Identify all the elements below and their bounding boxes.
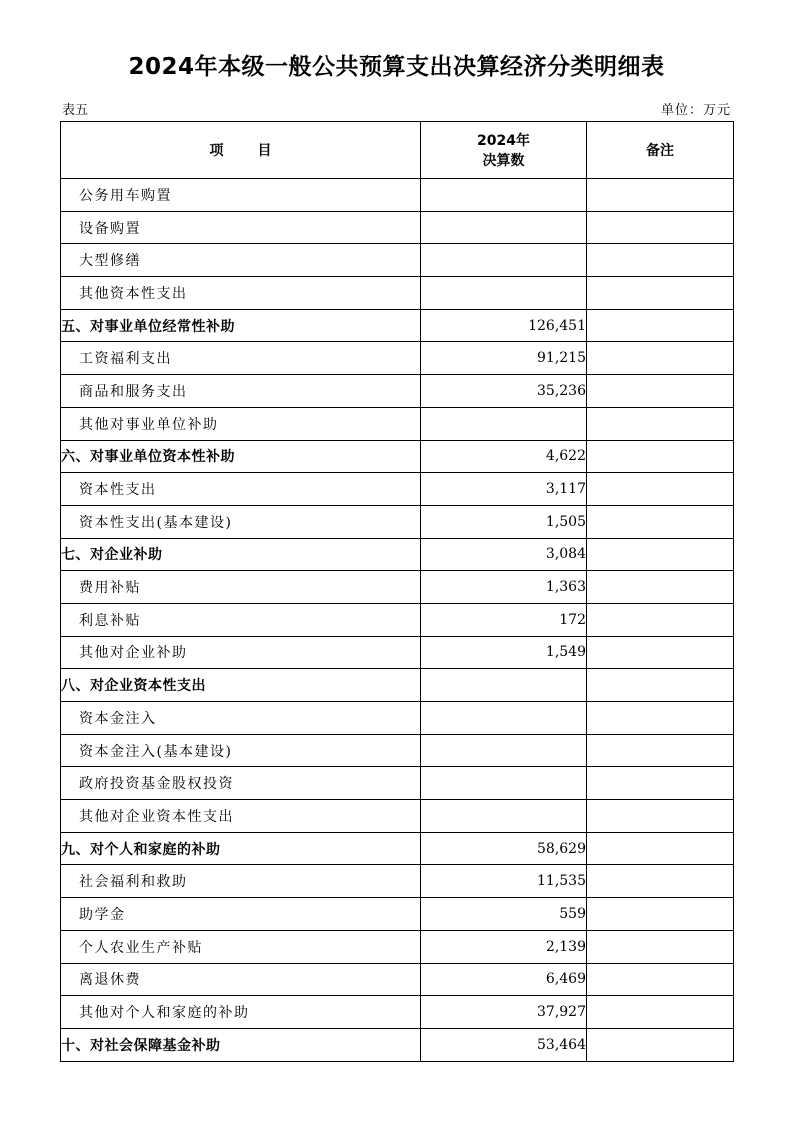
table-row [61, 473, 734, 506]
amount-cell [421, 407, 587, 440]
item-name-cell: 资本金注入(基本建设) [61, 734, 421, 767]
header-note: 备注 [587, 122, 734, 179]
note-cell [587, 375, 734, 408]
amount-cell: 172 [421, 603, 587, 636]
amount-cell: 11,535 [421, 865, 587, 898]
note-cell [587, 702, 734, 735]
category-name-cell: 五、对事业单位经常性补助 [61, 309, 421, 342]
note-cell [587, 898, 734, 931]
note-cell [587, 832, 734, 865]
amount-cell [421, 244, 587, 277]
note-cell [587, 1028, 734, 1061]
table-row [61, 375, 734, 408]
item-name-cell: 政府投资基金股权投资 [61, 767, 421, 800]
note-cell [587, 505, 734, 538]
amount-cell: 2,139 [421, 930, 587, 963]
item-name-cell: 其他资本性支出 [61, 277, 421, 310]
amount-cell: 6,469 [421, 963, 587, 996]
table-row [61, 407, 734, 440]
table-row [61, 702, 734, 735]
note-cell [587, 800, 734, 833]
amount-cell [421, 179, 587, 212]
amount-cell [421, 277, 587, 310]
item-name-cell: 资本性支出 [61, 473, 421, 506]
table-row [61, 734, 734, 767]
note-cell [587, 244, 734, 277]
item-name-cell: 其他对企业资本性支出 [61, 800, 421, 833]
amount-cell: 58,629 [421, 832, 587, 865]
item-name-cell: 公务用车购置 [61, 179, 421, 212]
note-cell [587, 538, 734, 571]
note-cell [587, 734, 734, 767]
table-row [61, 440, 734, 473]
amount-cell: 559 [421, 898, 587, 931]
amount-cell [421, 669, 587, 702]
amount-cell: 3,084 [421, 538, 587, 571]
table-row [61, 636, 734, 669]
amount-cell: 1,505 [421, 505, 587, 538]
table-row [61, 179, 734, 212]
item-name-cell: 费用补贴 [61, 571, 421, 604]
table-row [61, 342, 734, 375]
note-cell [587, 636, 734, 669]
item-name-cell: 大型修缮 [61, 244, 421, 277]
page-title: 2024年本级一般公共预算支出决算经济分类明细表 [128, 54, 665, 80]
note-cell [587, 179, 734, 212]
item-name-cell: 助学金 [61, 898, 421, 931]
amount-cell [421, 800, 587, 833]
amount-cell [421, 767, 587, 800]
item-name-cell: 离退休费 [61, 963, 421, 996]
note-cell [587, 963, 734, 996]
note-cell [587, 767, 734, 800]
header-amount [421, 122, 587, 179]
table-row [61, 832, 734, 865]
item-name-cell: 个人农业生产补贴 [61, 930, 421, 963]
item-name-cell: 利息补贴 [61, 603, 421, 636]
amount-cell [421, 734, 587, 767]
note-cell [587, 930, 734, 963]
item-name-cell: 其他对事业单位补助 [61, 407, 421, 440]
header-amount-year: 2024年 [477, 133, 530, 149]
table-row [61, 603, 734, 636]
note-cell [587, 603, 734, 636]
item-name-cell: 其他对个人和家庭的补助 [61, 996, 421, 1029]
header-item-a: 项 [209, 143, 224, 159]
table-row [61, 538, 734, 571]
note-cell [587, 996, 734, 1029]
category-name-cell: 十、对社会保障基金补助 [61, 1028, 421, 1061]
note-cell [587, 865, 734, 898]
note-cell [587, 309, 734, 342]
table-row [61, 505, 734, 538]
note-cell [587, 473, 734, 506]
table-row [61, 767, 734, 800]
note-cell [587, 342, 734, 375]
table-row [61, 277, 734, 310]
table-row [61, 244, 734, 277]
note-cell [587, 211, 734, 244]
table-row [61, 211, 734, 244]
item-name-cell: 工资福利支出 [61, 342, 421, 375]
category-name-cell: 六、对事业单位资本性补助 [61, 440, 421, 473]
unit-label: 单位：万元 [660, 103, 731, 118]
item-name-cell: 设备购置 [61, 211, 421, 244]
table-row [61, 800, 734, 833]
table-row [61, 930, 734, 963]
table-row [61, 1028, 734, 1061]
table-header-row [61, 122, 734, 179]
table-row [61, 309, 734, 342]
amount-cell: 35,236 [421, 375, 587, 408]
amount-cell: 53,464 [421, 1028, 587, 1061]
note-cell [587, 277, 734, 310]
table-row [61, 963, 734, 996]
amount-cell [421, 702, 587, 735]
item-name-cell: 资本金注入 [61, 702, 421, 735]
amount-cell: 1,363 [421, 571, 587, 604]
item-name-cell: 商品和服务支出 [61, 375, 421, 408]
item-name-cell: 其他对企业补助 [61, 636, 421, 669]
table-row [61, 669, 734, 702]
category-name-cell: 八、对企业资本性支出 [61, 669, 421, 702]
table-row [61, 865, 734, 898]
category-name-cell: 七、对企业补助 [61, 538, 421, 571]
item-name-cell: 资本性支出(基本建设) [61, 505, 421, 538]
header-item [61, 122, 421, 179]
item-name-cell: 社会福利和救助 [61, 865, 421, 898]
note-cell [587, 440, 734, 473]
note-cell [587, 407, 734, 440]
amount-cell: 91,215 [421, 342, 587, 375]
amount-cell: 4,622 [421, 440, 587, 473]
table-number: 表五 [62, 103, 89, 118]
category-name-cell: 九、对个人和家庭的补助 [61, 832, 421, 865]
table-row [61, 898, 734, 931]
header-item-b: 目 [257, 143, 272, 159]
amount-cell: 1,549 [421, 636, 587, 669]
budget-table [60, 121, 734, 1062]
amount-cell: 126,451 [421, 309, 587, 342]
note-cell [587, 669, 734, 702]
table-row [61, 571, 734, 604]
amount-cell: 37,927 [421, 996, 587, 1029]
table-row [61, 996, 734, 1029]
amount-cell [421, 211, 587, 244]
table-body [61, 179, 734, 1062]
header-amount-label: 决算数 [482, 153, 525, 169]
amount-cell: 3,117 [421, 473, 587, 506]
note-cell [587, 571, 734, 604]
